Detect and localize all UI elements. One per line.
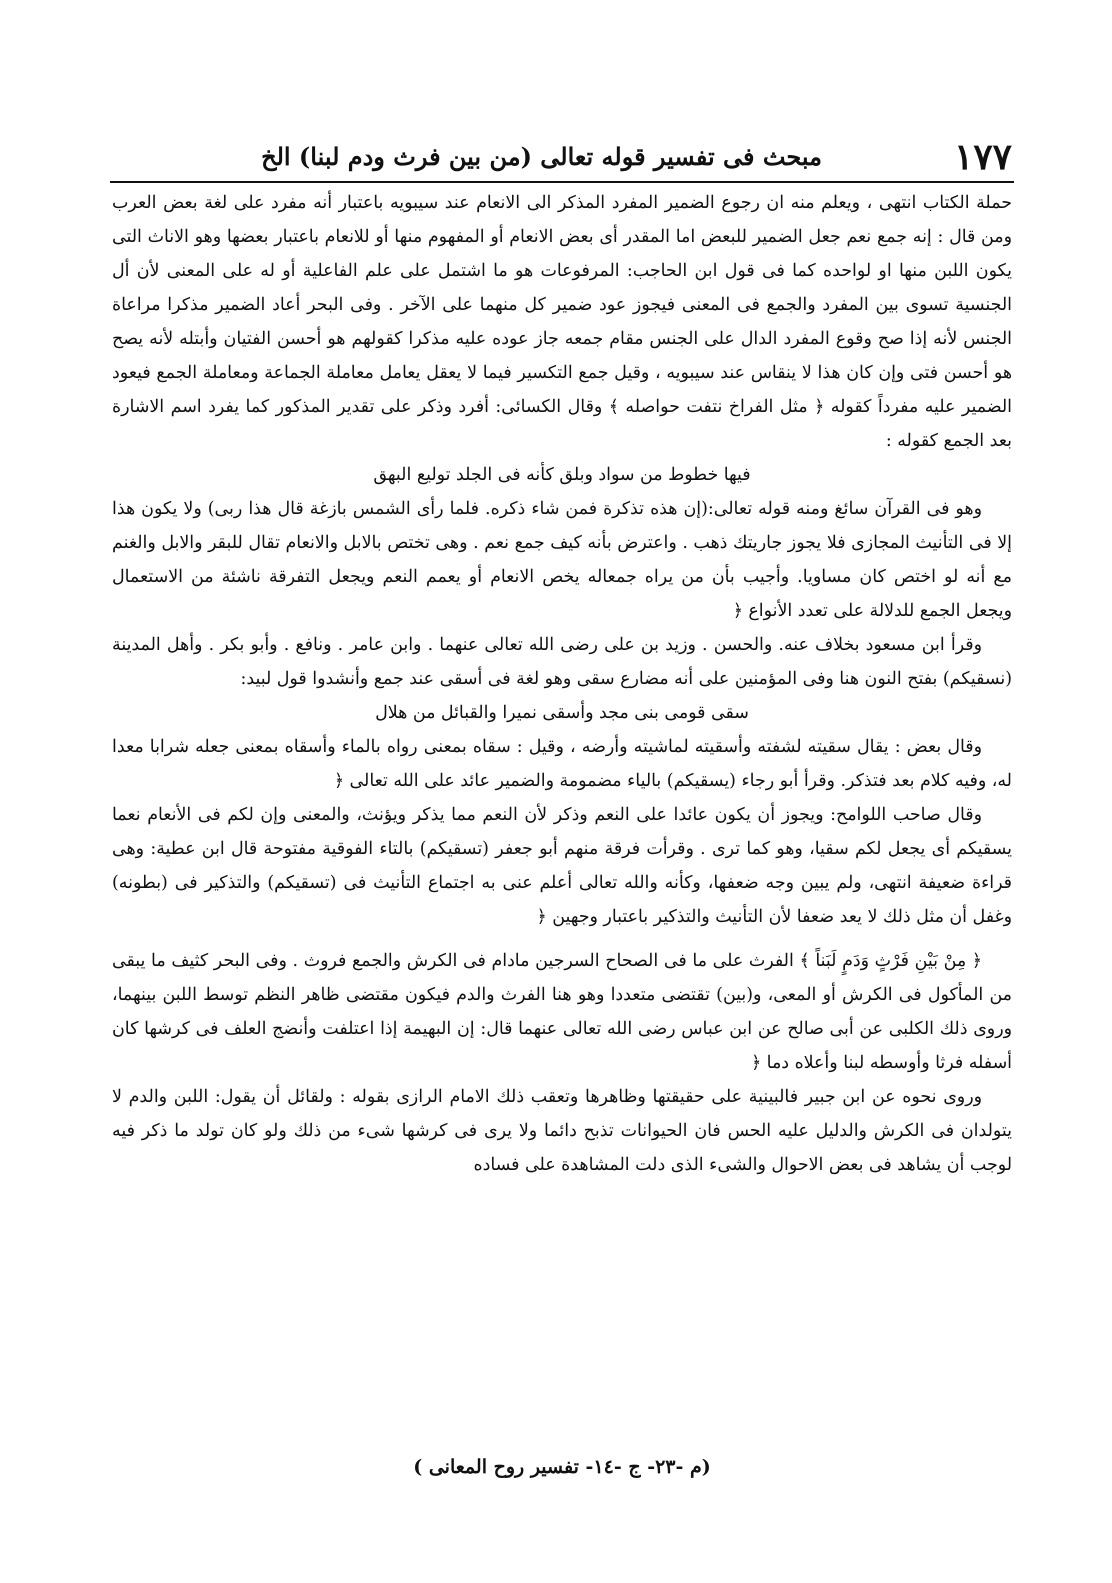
running-title: مبحث فى تفسير قوله تعالى (من بين فرث ودم لبنا) الخ xyxy=(261,142,822,171)
paragraph-7: وروى نحوه عن ابن جبير فالبينية على حقيقتها وظاهرها وتعقب ذلك الامام الرازى بقوله : ولقائل أن يقول: اللبن والدم لا يتولدان فى الكرش والدليل عليه الحس فان الحيوانات تذبح دائما ولا يرى فى كرشها شىء من ذلك ولو كان تولد ما ذكر فيه لوجب أن يشاهد فى بعض الاحوال والشىء الذى دلت المشاهدة على فساده xyxy=(112,1087,1012,1175)
paragraph-2: وهو فى القرآن سائغ ومنه قوله تعالى:(إن هذه تذكرة فمن شاء ذكره. فلما رأى الشمس بازغة قال هذا ربى) ولا يكون هذا إلا فى التأنيث المجازى فلا يجوز جاريتك ذهب . واعترض بأنه كيف جمع نعم . وهى تختص بالابل والانعام تقال للبقر والابل والغنم مع أنه لو اختص كان مساويا. وأجيب بأن من يراه جمعاله يخص الانعام أو يعمم النعم ويجعل التفرقة ناشئة من الاستعمال ويجعل الجمع للدلالة على تعدد الأنواع ﴿ xyxy=(112,499,1012,621)
paragraph-5: وقال صاحب اللوامح: ويجوز أن يكون عائدا على النعم وذكر لأن النعم مما يذكر ويؤنث، والمعنى وإن لكم فى الأنعام نعما يسقيكم أى يجعل لكم سقيا، وهو كما ترى . وقرأت فرقة منهم أبو جعفر (تسقيكم) بالتاء الفوقية مفتوحة قال ابن عطية: وهى قراءة ضعيفة انتهى، ولم يبين وجه ضعفها، وكأنه والله تعالى أعلم عنى به اجتماع التأنيث فى (تسقيكم) والتذكير فى (بطونه) وغفل أن مثل ذلك لا يعد ضعفا لأن التأنيث والتذكير باعتبار وجهين ﴿ xyxy=(112,805,1012,927)
header-rule xyxy=(110,181,1014,183)
section-gap xyxy=(112,934,1012,944)
paragraph-6-quran-verse: ﴿ مِنْ بَيْنِ فَرْثٍ وَدَمٍ لَبَناً ﴾ الفرث على ما فى الصحاح السرجين مادام فى الكرش والجمع فروث . وفى البحر كثيف ما يبقى من المأكول فى الكرش أو المعى، و(بين) تقتضى متعددا وهو هنا الفرث والدم فيكون مقتضى ظاهر النظم توسط اللبن بينهما، وروى ذلك الكلبى عن أبى صالح عن ابن عباس رضى الله تعالى عنهما قال: إن البهيمة إذا اعتلفت وأنضج العلف فى كرشها كان أسفله فرثا وأوسطه لبنا وأعلاه دما ﴿ xyxy=(112,951,1012,1073)
page-header xyxy=(112,134,1012,180)
verse-line-1: فيها خطوط من سواد وبلق كأنه فى الجلد توليع البهق xyxy=(373,465,751,485)
body-text xyxy=(112,186,1012,1182)
paragraph-1: حملة الكتاب انتهى ، ويعلم منه ان رجوع الضمير المفرد المذكر الى الانعام عند سيبويه باعتبار أنه مفرد على لغة بعض العرب ومن قال : إنه جمع نعم جعل الضمير للبعض اما المقدر أى بعض الانعام أو المفهوم منها أو للانعام باعتبار بعضها وهو الاناث التى يكون اللبن منها او لواحده كما فى قول ابن الحاجب: المرفوعات هو ما اشتمل على علم الفاعلية أو له على المعنى لأن أل الجنسية تسوى بين المفرد والجمع فى المعنى فيجوز عود ضمير كل منهما على الآخر . وفى البحر أعاد الضمير مذكرا مراعاة الجنس لأنه إذا صح وقوع المفرد الدال على الجنس مقام جمعه جاز عوده عليه مذكرا كقولهم هو أحسن الفتيان وأبتله لأنه يصح هو أحسن فتى وإن كان هذا لا ينقاس عند سيبويه ، وقيل جمع التكسير فيما لا يعقل يعامل معاملة الجماعة ومعاملة الجمع فيعود الضمير عليه مفرداً كقوله ﴿ مثل الفراخ نتفت حواصله ﴾ وقال الكسائى: أفرد وذكر على تقدير المذكور كما يفرد اسم الاشارة بعد الجمع كقوله : xyxy=(112,193,1012,451)
page-number: ١٧٧ xyxy=(953,136,1012,178)
paragraph-3: وقرأ ابن مسعود بخلاف عنه. والحسن . وزيد بن على رضى الله تعالى عنهما . وابن عامر . ونافع . وأبو بكر . وأهل المدينة (نسقيكم) بفتح النون هنا وفى المؤمنين على أنه مضارع سقى وهو لغة فى أسقى عند جمع وأنشدوا قول لبيد: xyxy=(112,635,1012,689)
verse-line-2: سقى قومى بنى مجد وأسقى نميرا والقبائل من هلال xyxy=(375,703,749,723)
footer-signature: (م -٢٣- ج -١٤- تفسير روح المعانى ) xyxy=(413,1456,711,1478)
paragraph-4: وقال بعض : يقال سقيته لشفته وأسقيته لماشيته وأرضه ، وقيل : سقاه بمعنى رواه بالماء وأسقاه بمعنى جعله شرابا معدا له، وفيه كلام بعد فتذكر. وقرأ أبو رجاء (يسقيكم) بالياء مضمومة والضمير عائد على الله تعالى ﴿ xyxy=(112,737,1012,791)
